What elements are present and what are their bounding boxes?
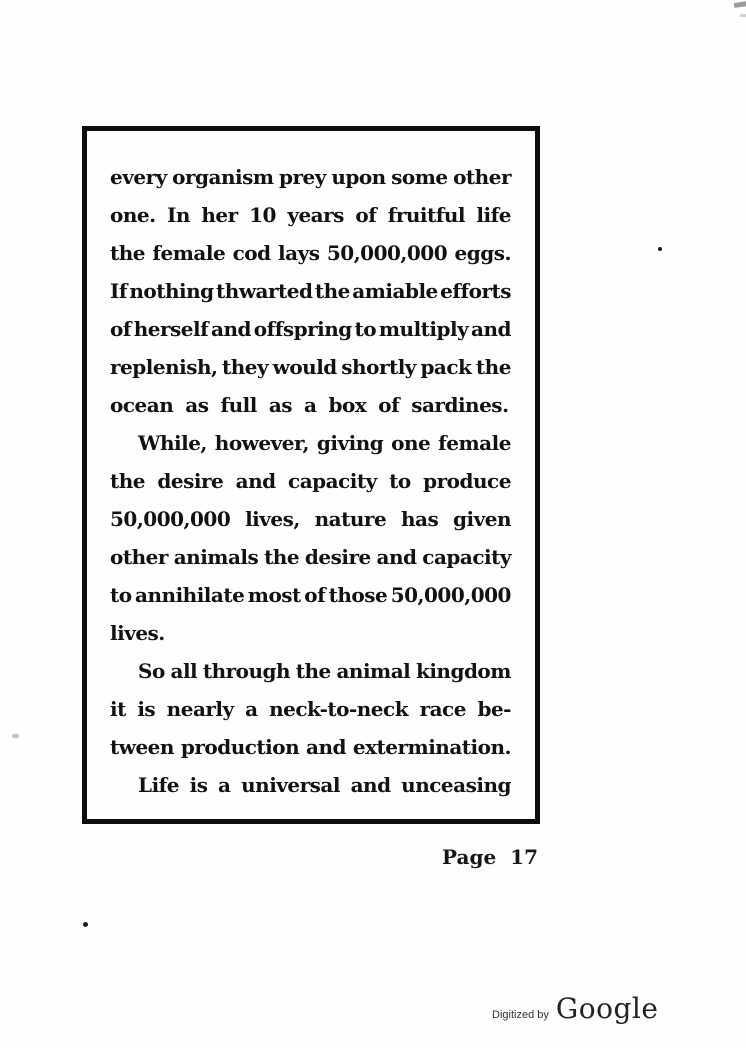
word: the [475,355,511,379]
word: neck-to-neck [269,697,409,721]
word: would [272,355,337,379]
word: they [221,355,269,379]
word: nothing [129,279,214,303]
word: offspring [253,317,352,341]
word: giving [316,431,384,455]
scan-artifact-corner-mark [740,14,746,17]
word: tween [110,735,174,759]
scan-artifact-dot [83,922,88,927]
word: race [419,697,466,721]
word: So [138,659,165,683]
word: the [110,469,146,493]
word: female [438,431,511,455]
text-line [110,386,511,424]
word: capacity [422,545,511,569]
word: shortly [341,355,416,379]
word: the [110,241,146,265]
word: the [295,659,331,683]
word: through [202,659,291,683]
word: produce [423,469,511,493]
word: one. [110,203,156,227]
text-line [110,614,511,652]
word: thwarted [216,279,313,303]
word: desire [304,545,371,569]
word: of [304,583,326,607]
digitized-by-watermark [492,992,658,1025]
word: cod [232,241,271,265]
bordered-text-frame [82,126,540,824]
text-line [110,310,511,348]
text-line [110,348,511,386]
word: of [378,393,400,417]
text-line [110,538,511,576]
word: lives. [110,621,165,645]
word: universal [241,773,340,797]
word: of [110,317,131,341]
text-line [110,766,511,804]
word: of [355,203,377,227]
word: other [453,165,511,189]
word: a [218,773,231,797]
word: multiply [378,317,469,341]
word: given [453,507,511,531]
word: 50,000,000 [326,241,448,265]
word: ocean [110,393,174,417]
word: kingdom [415,659,511,683]
text-line [110,652,511,690]
word: has [400,507,439,531]
digitized-by-text: Digitized by [492,1009,549,1021]
word: and [376,545,417,569]
text-line [110,424,511,462]
word: to [389,469,411,493]
word: is [137,697,156,721]
word: full [220,393,257,417]
word: to [354,317,377,341]
text-line [110,196,511,234]
word: sardines. [411,393,509,417]
text-line [110,576,511,614]
word: be- [477,697,511,721]
word: the [314,279,350,303]
word: nearly [166,697,234,721]
word: unceasing [401,773,511,797]
word: a [245,697,258,721]
word: as [185,393,209,417]
page-number-label: Page 17 [442,845,538,869]
text-line [110,158,511,196]
word: 10 [249,203,276,227]
word: is [189,773,208,797]
word: box [328,393,367,417]
word: one [391,431,431,455]
word: all [170,659,198,683]
word: a [304,393,317,417]
word: other [110,545,168,569]
text-lines [87,131,535,804]
word: and [235,469,276,493]
word: most [247,583,301,607]
word: years [287,203,344,227]
text-line [110,272,511,310]
word: amiable [352,279,438,303]
word: lives, [245,507,300,531]
word: organism [172,165,274,189]
word: nature [314,507,387,531]
word: 50,000,000 [110,507,231,531]
google-logo: Google [555,992,659,1025]
word: her [201,203,238,227]
text-line [110,462,511,500]
word: While, [138,431,207,455]
word: Life [138,773,179,797]
word: those [328,583,388,607]
word: life [476,203,511,227]
word: and [471,317,511,341]
word: some [391,165,448,189]
word: replenish, [110,355,218,379]
word: and [350,773,391,797]
word: animal [336,659,411,683]
text-line [110,690,511,728]
scan-artifact-smudge [12,734,19,738]
word: and [211,317,251,341]
word: prey [279,165,326,189]
word: pack [420,355,472,379]
word: annihilate [135,583,245,607]
word: efforts [440,279,511,303]
word: In [167,203,190,227]
word: as [268,393,293,417]
word: production [180,735,300,759]
text-line [110,500,511,538]
word: eggs. [454,241,511,265]
word: If [110,279,127,303]
word: it [110,697,126,721]
word: the [264,545,300,569]
word: and [306,735,346,759]
word: upon [331,165,386,189]
word: female [152,241,226,265]
word: to [110,583,132,607]
word: every [110,165,167,189]
word: desire [157,469,224,493]
word: lays [278,241,320,265]
text-line [110,234,511,272]
word: however, [214,431,310,455]
word: herself [133,317,209,341]
scan-artifact-dot [658,247,662,251]
word: fruitful [387,203,465,227]
text-line [110,728,511,766]
scan-artifact-corner-mark [734,1,746,8]
word: 50,000,000 [390,583,511,607]
word: animals [173,545,259,569]
word: extermination. [352,735,511,759]
word: capacity [288,469,377,493]
